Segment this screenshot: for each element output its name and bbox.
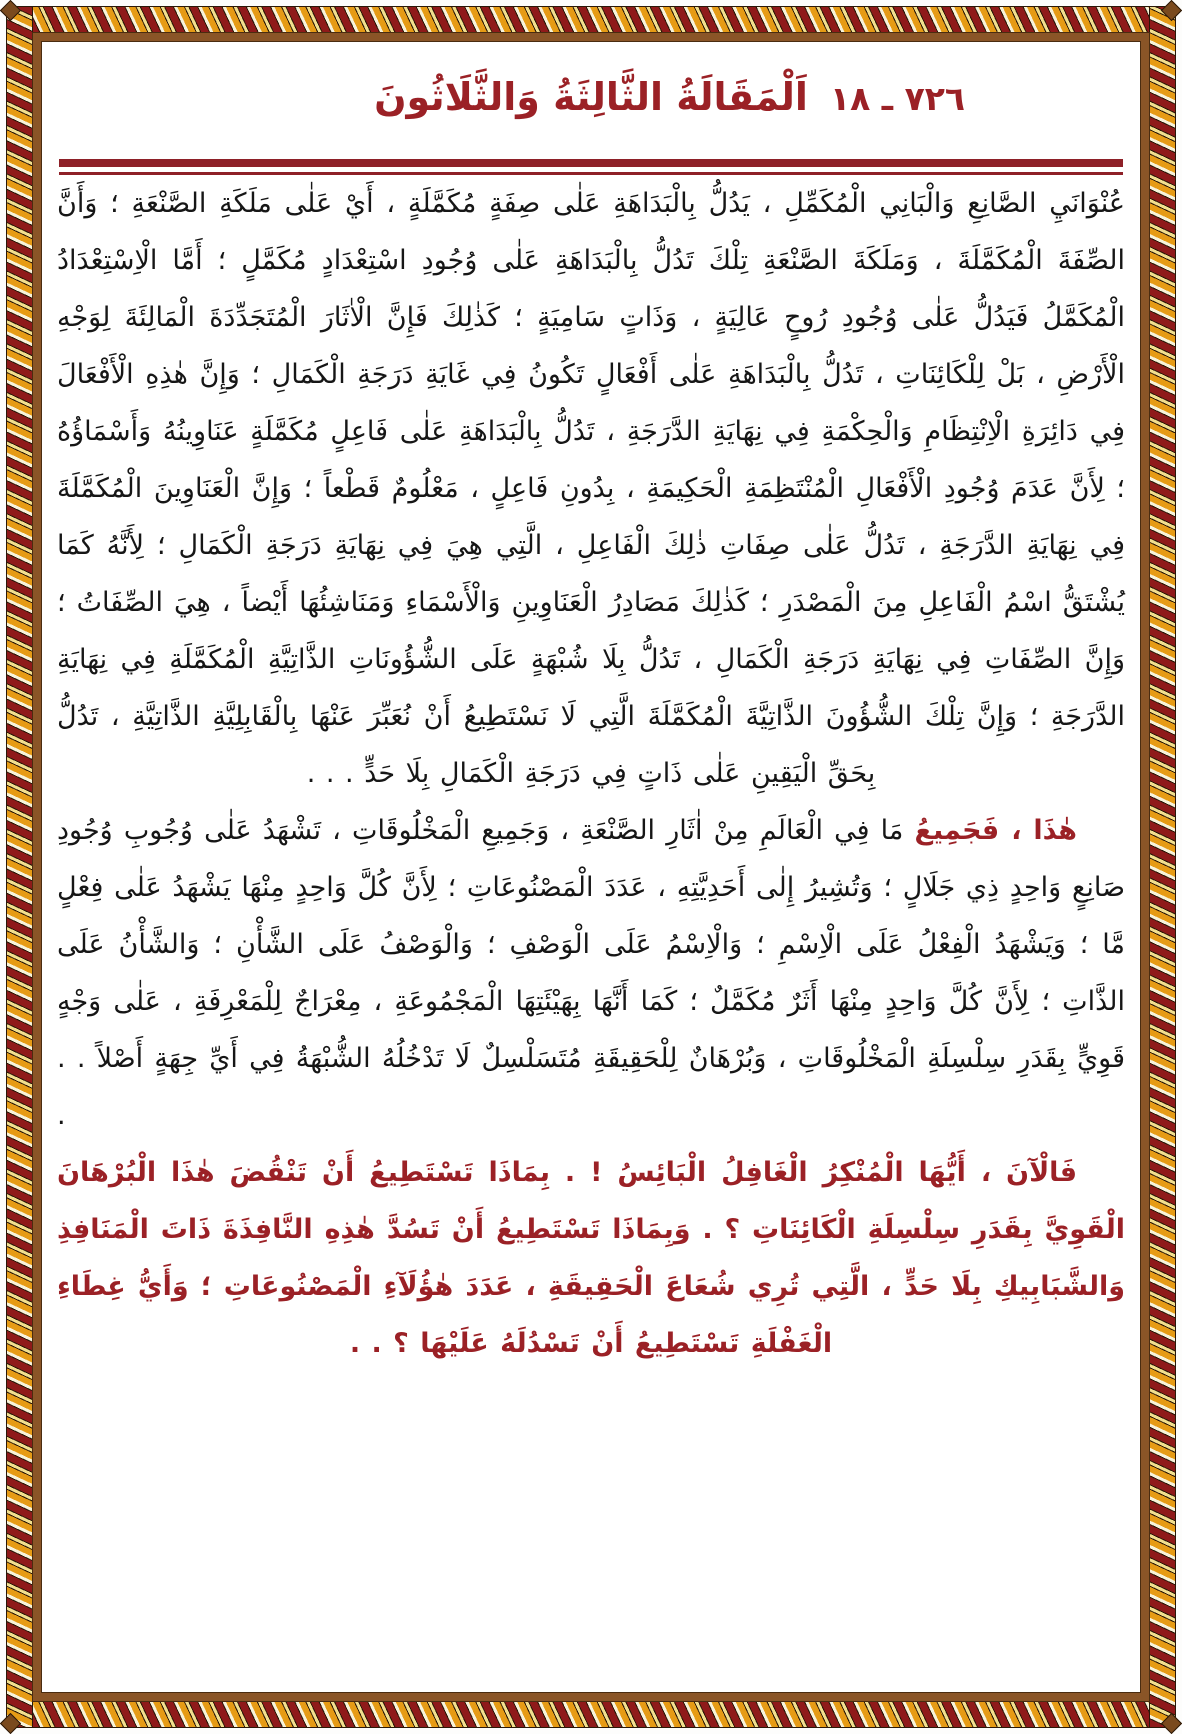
paragraph-2-lead: هٰذَا ، فَجَمِيعُ [914,815,1077,846]
page-header [57,61,1125,153]
ornament-border-bottom [6,1701,1176,1728]
ornament-border-top [6,6,1176,33]
page-content [41,41,1141,1693]
paragraph-1: عُنْوَانَيِ الصَّانِعِ وَالْبَانِي الْمُكَمِّلِ ، يَدُلُّ بِالْبَدَاهَةِ عَلٰى صِفَةٍ مُكَمَّلَةٍ ، أَيْ عَلٰى مَلَكَةِ الصَّنْعَةِ ؛ وَأَنَّ الصِّفَةَ الْمُكَمَّلَةَ ، وَمَلَكَةَ الصَّنْعَةِ تِلْكَ تَدُلُّ بِالْبَدَاهَةِ عَلٰى وُجُودِ اسْتِعْدَادٍ مُكَمَّلٍ ؛ أَمَّا الْاِسْتِعْدَادُ الْمُكَمَّلُ فَيَدُلُّ عَلٰى وُجُودِ رُوحٍ عَالِيَةٍ ، وَذَاتٍ سَامِيَةٍ ؛ كَذٰلِكَ فَإِنَّ الْاٰثَارَ الْمُتَجَدِّدَةَ الْمَالِئَةَ لِوَجْهِ الْأَرْضِ ، بَلْ لِلْكَائِنَاتِ ، تَدُلُّ بِالْبَدَاهَةِ عَلٰى أَفْعَالٍ تَكُونُ فِي غَايَةِ دَرَجَةِ الْكَمَالِ ؛ وَإِنَّ هٰذِهِ الْأَفْعَالَ فِي دَائِرَةِ الْاِنْتِظَامِ وَالْحِكْمَةِ فِي نِهَايَةِ الدَّرَجَةِ ، تَدُلُّ بِالْبَدَاهَةِ عَلٰى فَاعِلٍ مُكَمَّلَةٍ عَنَاوِينُهُ وَأَسْمَاؤُهُ ؛ لِأَنَّ عَدَمَ وُجُودِ الْأَفْعَالِ الْمُنْتَظِمَةِ الْحَكِيمَةِ ، بِدُونِ فَاعِلٍ ، مَعْلُومٌ قَطْعاً ؛ وَإِنَّ الْعَنَاوِينَ الْمُكَمَّلَةَ فِي نِهَايَةِ الدَّرَجَةِ ، تَدُلُّ عَلٰى صِفَاتِ ذٰلِكَ الْفَاعِلِ ، الَّتِي هِيَ فِي نِهَايَةِ دَرَجَةِ الْكَمَالِ ؛ لِأَنَّهُ كَمَا يُشْتَقُّ اسْمُ الْفَاعِلِ مِنَ الْمَصْدَرِ ؛ كَذٰلِكَ مَصَادِرُ الْعَنَاوِينِ وَالْأَسْمَاءِ وَمَنَاشِئُهَا أَيْضاً ، هِيَ الصِّفَاتُ ؛ وَإِنَّ الصِّفَاتِ فِي نِهَايَةِ دَرَجَةِ الْكَمَالِ ، تَدُلُّ بِلَا شُبْهَةٍ عَلَى الشُّؤُونَاتِ الذَّاتِيَّةِ الْمُكَمَّلَةِ فِي نِهَايَةِ الدَّرَجَةِ ؛ وَإِنَّ تِلْكَ الشُّؤُونَ الذَّاتِيَّةَ الْمُكَمَّلَةَ الَّتِي لَا نَسْتَطِيعُ أَنْ نُعَبِّرَ عَنْهَا بِالْقَابِلِيَّةِ الذَّاتِيَّةِ ، تَدُلُّ بِحَقِّ الْيَقِينِ عَلٰى ذَاتٍ فِي دَرَجَةِ الْكَمَالِ بِلَا حَدٍّ . . . [57,188,1125,789]
ornament-border-right [1149,6,1176,1728]
header-double-rule [59,159,1123,175]
paragraph-2 [57,802,1125,1144]
body-text [57,175,1125,1372]
paragraph-3: فَالْآنَ ، أَيُّهَا الْمُنْكِرُ الْغَافِلُ الْبَائِسُ ! . بِمَاذَا تَسْتَطِيعُ أَنْ تَنْقُضَ هٰذَا الْبُرْهَانَ الْقَوِيَّ بِقَدَرِ سِلْسِلَةِ الْكَائِنَاتِ ؟ . وَبِمَاذَا تَسْتَطِيعُ أَنْ تَسُدَّ هٰذِهِ النَّافِذَةَ ذَاتَ الْمَنَافِذِ وَالشَّبَابِيكِ بِلَا حَدٍّ ، الَّتِي تُرِي شُعَاعَ الْحَقِيقَةِ ، عَدَدَ هٰؤُلَآءِ الْمَصْنُوعَاتِ ؛ وَأَيُّ غِطَاءِ الْغَفْلَةِ تَسْتَطِيعُ أَنْ تَسْدُلَهُ عَلَيْهَا ؟ . . [57,1157,1125,1359]
ornament-border-left [6,6,33,1728]
paragraph-2-rest: مَا فِي الْعَالَمِ مِنْ اٰثَارِ الصَّنْعَةِ ، وَجَمِيعِ الْمَخْلُوقَاتِ ، تَشْهَدُ عَلٰى وُجُوبِ وُجُودِ صَانِعٍ وَاحِدٍ ذِي جَلَالٍ ؛ وَتُشِيرُ إِلٰى أَحَدِيَّتِهِ ، عَدَدَ الْمَصْنُوعَاتِ ؛ لِأَنَّ كُلَّ وَاحِدٍ مِنْهَا يَشْهَدُ عَلٰى فِعْلٍ مَّا ؛ وَيَشْهَدُ الْفِعْلُ عَلَى الْاِسْمِ ؛ وَالْاِسْمُ عَلَى الْوَصْفِ ؛ وَالْوَصْفُ عَلَى الشَّأْنِ ؛ وَالشَّأْنُ عَلَى الذَّاتِ ؛ لِأَنَّ كُلَّ وَاحِدٍ مِنْهَا أَثَرٌ مُكَمَّلٌ ؛ كَمَا أَنَّهَا بِهَيْئَتِهَا الْمَجْمُوعَةِ ، مِعْرَاجٌ لِلْمَعْرِفَةِ ، عَلٰى وَجْهٍ قَوِيٍّ بِقَدَرِ سِلْسِلَةِ الْمَخْلُوقَاتِ ، وَبُرْهَانٌ لِلْحَقِيقَةِ مُتَسَلْسِلٌ لَا تَدْخُلُهُ الشُّبْهَةُ فِي أَيِّ جِهَةٍ أَصْلاً . . . [57,815,1125,1131]
page-number: ٧٢٦ ـ ١٨ [830,79,965,118]
page-title: اَلْمَقَالَةُ الثَّالِثَةُ وَالثَّلَاثُونَ [374,75,808,119]
